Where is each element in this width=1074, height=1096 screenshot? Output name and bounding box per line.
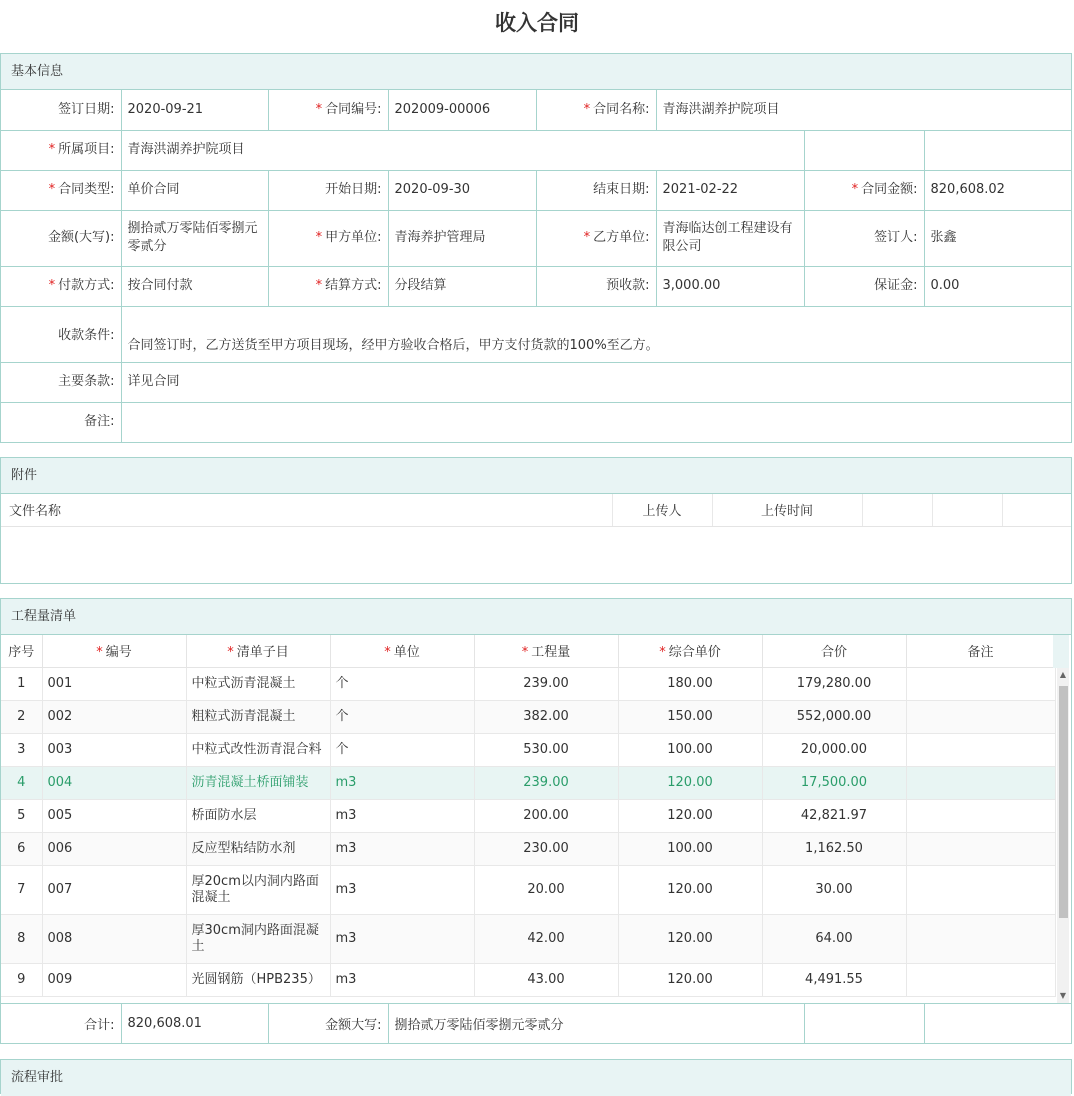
vertical-scrollbar[interactable] — [1057, 668, 1069, 1003]
cell-unit[interactable]: m3 — [330, 832, 474, 865]
required-icon: * — [583, 230, 591, 245]
cell-remark[interactable] — [906, 667, 1055, 700]
deposit-value[interactable]: 0.00 — [924, 266, 1071, 306]
advance-label: 预收款: — [536, 266, 656, 306]
cell-seq: 2 — [1, 700, 42, 733]
cell-unit[interactable]: 个 — [330, 667, 474, 700]
amount-upper-value[interactable]: 捌拾贰万零陆佰零捌元零贰分 — [121, 210, 268, 266]
required-icon: * — [384, 645, 391, 661]
col-filename[interactable]: 文件名称 — [1, 494, 612, 526]
empty-cell — [924, 130, 1071, 170]
workflow-header: 流程审批 — [1, 1060, 1071, 1096]
cell-total: 42,821.97 — [762, 799, 906, 832]
cell-seq: 4 — [1, 766, 42, 799]
project-label: * 所属项目: — [1, 130, 121, 170]
payment-value[interactable]: 按合同付款 — [121, 266, 268, 306]
cell-qty[interactable]: 530.00 — [474, 733, 618, 766]
cell-code[interactable]: 001 — [42, 667, 186, 700]
cell-unit-price[interactable]: 120.00 — [618, 799, 762, 832]
required-icon: * — [583, 101, 591, 117]
cell-seq: 5 — [1, 799, 42, 832]
cell-code[interactable]: 009 — [42, 963, 186, 996]
party-b-value[interactable]: 青海临达创工程建设有限公司 — [656, 210, 804, 266]
col-empty — [862, 494, 932, 526]
cell-unit-price[interactable]: 150.00 — [618, 700, 762, 733]
total-value: 820,608.01 — [121, 1004, 268, 1044]
cell-total: 30.00 — [762, 865, 906, 914]
cell-total: 1,162.50 — [762, 832, 906, 865]
cell-unit[interactable]: m3 — [330, 766, 474, 799]
cell-code[interactable]: 007 — [42, 865, 186, 914]
col-code[interactable]: * 编号 — [42, 635, 186, 667]
table-row[interactable] — [1, 667, 1055, 700]
payment-label: * 付款方式: — [1, 266, 121, 306]
table-row[interactable] — [1, 733, 1055, 766]
cell-code[interactable]: 003 — [42, 733, 186, 766]
col-unit-price[interactable]: * 综合单价 — [618, 635, 762, 667]
terms-label: 收款条件: — [1, 306, 121, 362]
col-unit[interactable]: * 单位 — [330, 635, 474, 667]
contract-type-value[interactable]: 单价合同 — [121, 170, 268, 210]
cell-qty[interactable]: 230.00 — [474, 832, 618, 865]
cell-seq: 9 — [1, 963, 42, 996]
cell-unit[interactable]: m3 — [330, 914, 474, 963]
empty-cell — [804, 130, 924, 170]
cell-item[interactable]: 光圆钢筋（HPB235） — [186, 963, 330, 996]
terms-value[interactable]: 合同签订时，乙方送货至甲方项目现场，经甲方验收合格后，甲方支付货款的100%至乙方。 — [121, 306, 1071, 362]
workflow-panel — [0, 1059, 1072, 1094]
signer-value[interactable]: 张鑫 — [924, 210, 1071, 266]
cell-qty[interactable]: 200.00 — [474, 799, 618, 832]
required-icon: * — [48, 182, 56, 197]
required-icon: * — [315, 278, 323, 293]
cell-unit-price[interactable]: 180.00 — [618, 667, 762, 700]
required-icon: * — [851, 182, 859, 197]
cell-total: 179,280.00 — [762, 667, 906, 700]
scroll-down-arrow-icon[interactable]: ▼ — [1059, 991, 1067, 1000]
col-upload-time[interactable]: 上传时间 — [712, 494, 862, 526]
contract-name-label: * 合同名称: — [536, 90, 656, 130]
basic-info-header: 基本信息 — [1, 54, 1071, 90]
col-seq[interactable]: 序号 — [1, 635, 42, 667]
col-remark[interactable]: 备注 — [906, 635, 1055, 667]
settlement-label: * 结算方式: — [268, 266, 388, 306]
boq-header: 工程量清单 — [1, 599, 1071, 635]
cell-code[interactable]: 004 — [42, 766, 186, 799]
cell-total: 64.00 — [762, 914, 906, 963]
cell-unit[interactable]: m3 — [330, 799, 474, 832]
basic-info-form — [1, 90, 1071, 442]
cell-remark[interactable] — [906, 700, 1055, 733]
contract-name-value[interactable]: 青海洪湖养护院项目 — [656, 90, 1071, 130]
table-row[interactable] — [1, 799, 1055, 832]
page-title: 收入合同 — [495, 11, 579, 35]
cell-qty[interactable]: 43.00 — [474, 963, 618, 996]
col-empty — [932, 494, 1002, 526]
empty-cell — [924, 1004, 1071, 1044]
settlement-value[interactable]: 分段结算 — [388, 266, 536, 306]
cell-item[interactable]: 中粒式沥青混凝土 — [186, 667, 330, 700]
col-uploader[interactable]: 上传人 — [612, 494, 712, 526]
cell-unit-price[interactable]: 120.00 — [618, 914, 762, 963]
required-icon: * — [48, 142, 56, 157]
required-icon: * — [227, 645, 234, 661]
signer-label: 签订人: — [804, 210, 924, 266]
main-terms-value[interactable]: 详见合同 — [121, 362, 1071, 402]
cell-seq: 7 — [1, 865, 42, 914]
cell-item[interactable]: 反应型粘结防水剂 — [186, 832, 330, 865]
contract-no-value[interactable]: 202009-00006 — [388, 90, 536, 130]
cell-unit[interactable]: 个 — [330, 700, 474, 733]
end-date-label: 结束日期: — [536, 170, 656, 210]
party-a-value[interactable]: 青海养护管理局 — [388, 210, 536, 266]
remarks-value[interactable] — [121, 402, 1071, 442]
basic-info-panel — [0, 53, 1072, 443]
contract-no-label: * 合同编号: — [268, 90, 388, 130]
boq-grid[interactable] — [1, 635, 1071, 1003]
cell-remark[interactable] — [906, 832, 1055, 865]
cell-qty[interactable]: 239.00 — [474, 766, 618, 799]
table-row[interactable] — [1, 865, 1055, 914]
col-total[interactable]: 合价 — [762, 635, 906, 667]
cell-total: 4,491.55 — [762, 963, 906, 996]
required-icon: * — [48, 278, 56, 293]
cell-item[interactable]: 厚30cm洞内路面混凝土 — [186, 914, 330, 963]
cell-remark[interactable] — [906, 733, 1055, 766]
table-row[interactable] — [1, 832, 1055, 865]
cell-item[interactable]: 厚20cm以内洞内路面混凝土 — [186, 865, 330, 914]
cell-item[interactable]: 中粒式改性沥青混合料 — [186, 733, 330, 766]
table-row-selected[interactable] — [1, 766, 1055, 799]
required-icon: * — [659, 645, 666, 661]
cell-code[interactable]: 002 — [42, 700, 186, 733]
cell-code[interactable]: 008 — [42, 914, 186, 963]
party-a-label: * 甲方单位: — [268, 210, 388, 266]
scrollbar-thumb[interactable] — [1059, 686, 1068, 918]
cell-item[interactable]: 粗粒式沥青混凝土 — [186, 700, 330, 733]
cell-total: 20,000.00 — [762, 733, 906, 766]
cell-unit-price[interactable]: 100.00 — [618, 733, 762, 766]
amount-value[interactable]: 820,608.02 — [924, 170, 1071, 210]
deposit-label: 保证金: — [804, 266, 924, 306]
main-terms-label: 主要条款: — [1, 362, 121, 402]
cell-seq: 8 — [1, 914, 42, 963]
cell-code[interactable]: 006 — [42, 832, 186, 865]
sign-date-label: 签订日期: — [1, 90, 121, 130]
boq-total-row — [1, 1003, 1071, 1044]
end-date-value[interactable]: 2021-02-22 — [656, 170, 804, 210]
cell-remark[interactable] — [906, 799, 1055, 832]
cell-qty[interactable]: 42.00 — [474, 914, 618, 963]
boq-table — [1, 635, 1056, 997]
project-value[interactable]: 青海洪湖养护院项目 — [121, 130, 804, 170]
cell-seq: 3 — [1, 733, 42, 766]
scrollbar-corner — [1053, 635, 1069, 668]
start-date-value[interactable]: 2020-09-30 — [388, 170, 536, 210]
cell-unit[interactable]: 个 — [330, 733, 474, 766]
table-row[interactable] — [1, 963, 1055, 996]
boq-panel — [0, 598, 1072, 1044]
total-upper-value: 捌拾贰万零陆佰零捌元零贰分 — [388, 1004, 804, 1044]
cell-remark[interactable] — [906, 963, 1055, 996]
attachments-header: 附件 — [1, 458, 1071, 494]
cell-unit-price[interactable]: 120.00 — [618, 963, 762, 996]
amount-upper-label: 金额(大写): — [1, 210, 121, 266]
advance-value[interactable]: 3,000.00 — [656, 266, 804, 306]
sign-date-value[interactable]: 2020-09-21 — [121, 90, 268, 130]
start-date-label: 开始日期: — [268, 170, 388, 210]
cell-seq: 6 — [1, 832, 42, 865]
cell-seq: 1 — [1, 667, 42, 700]
empty-cell — [804, 1004, 924, 1044]
col-empty — [1002, 494, 1071, 526]
cell-qty[interactable]: 382.00 — [474, 700, 618, 733]
table-row[interactable] — [1, 700, 1055, 733]
required-icon: * — [96, 645, 103, 661]
required-icon: * — [315, 101, 323, 117]
required-icon: * — [315, 230, 323, 245]
cell-remark[interactable] — [906, 914, 1055, 963]
attachments-panel — [0, 457, 1072, 584]
cell-qty[interactable]: 20.00 — [474, 865, 618, 914]
col-qty[interactable]: * 工程量 — [474, 635, 618, 667]
attachments-table — [1, 494, 1071, 527]
cell-remark[interactable] — [906, 766, 1055, 799]
cell-qty[interactable]: 239.00 — [474, 667, 618, 700]
cell-unit-price[interactable]: 120.00 — [618, 766, 762, 799]
cell-unit-price[interactable]: 100.00 — [618, 832, 762, 865]
cell-unit[interactable]: m3 — [330, 963, 474, 996]
cell-unit[interactable]: m3 — [330, 865, 474, 914]
cell-total: 552,000.00 — [762, 700, 906, 733]
party-b-label: * 乙方单位: — [536, 210, 656, 266]
col-item[interactable]: * 清单子目 — [186, 635, 330, 667]
table-row[interactable] — [1, 914, 1055, 963]
total-upper-label: 金额大写: — [268, 1004, 388, 1044]
cell-remark[interactable] — [906, 865, 1055, 914]
cell-item[interactable]: 沥青混凝土桥面铺装 — [186, 766, 330, 799]
contract-type-label: * 合同类型: — [1, 170, 121, 210]
cell-total: 17,500.00 — [762, 766, 906, 799]
remarks-label: 备注: — [1, 402, 121, 442]
amount-label: * 合同金额: — [804, 170, 924, 210]
scroll-up-arrow-icon[interactable]: ▲ — [1059, 670, 1067, 679]
cell-code[interactable]: 005 — [42, 799, 186, 832]
total-label: 合计: — [1, 1004, 121, 1044]
cell-unit-price[interactable]: 120.00 — [618, 865, 762, 914]
required-icon: * — [521, 645, 529, 661]
cell-item[interactable]: 桥面防水层 — [186, 799, 330, 832]
